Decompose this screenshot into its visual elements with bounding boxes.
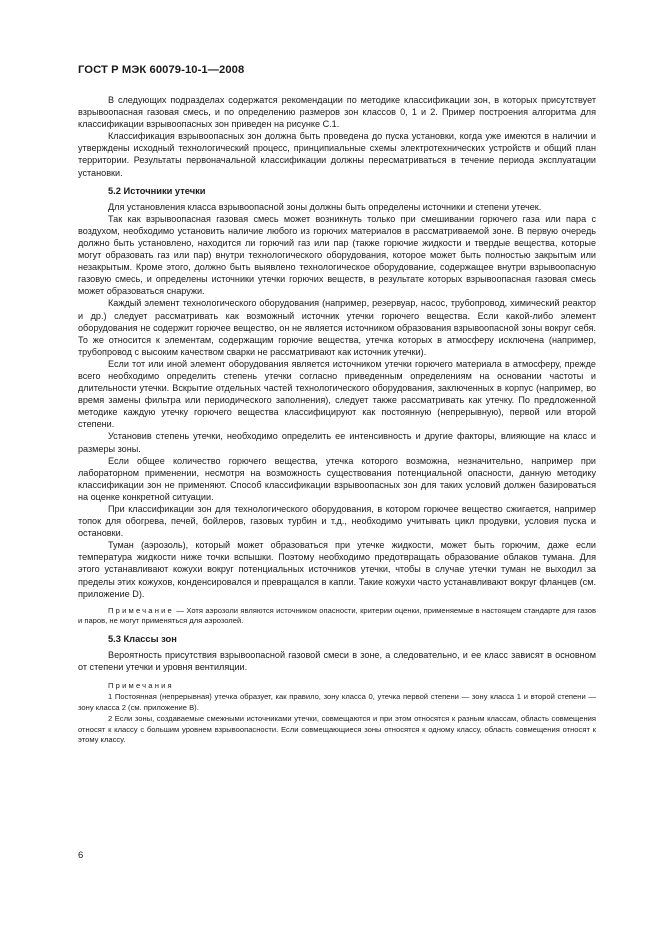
note-item-1: 1 Постоянная (непрерывная) утечка образует, как правило, зону класса 0, утечка первой степени — зону класса 1 и второй степени — зону класса 2 (см. приложение B). bbox=[78, 692, 596, 712]
section-5-2-paragraph-2: Так как взрывоопасная газовая смесь может возникнуть только при смешивании горючего газа или пара с воздухом, необходимо установить наличие любого из горючих материалов в рассматриваемой зоне. В первую очередь должно быть установлено, находится ли горючий газ или пар (также горючие жидкости и твердые вещества, которые могут образовать газ или пар) внутри технологического оборудования, которое может быть полностью закрытым или незакрытым. Кроме этого, должно быть выявлено технологическое оборудование, содержащее внутри взрывоопасную газовую смесь, и определены источники утечки горючих веществ, в результате которых взрывоопасная газовая смесь может образоваться снаружи. bbox=[78, 213, 596, 297]
paragraph-intro-2: Классификация взрывоопасных зон должна быть проведена до пуска установки, когда уже имеются в наличии и утверждены исходный технологический процесс, принципиальные схемы электротехнических устройств и общий план территории. Результаты первоначальной классификации должны пересматриваться в течение периода эксплуатации установки. bbox=[78, 131, 596, 178]
section-5-2-title: 5.2 Источники утечки bbox=[108, 185, 206, 196]
note-label: Примечание bbox=[108, 605, 174, 615]
section-5-2-paragraph-1: Для установления класса взрывоопасной зоны должны быть определены источники и степени утечек. bbox=[108, 201, 542, 212]
page-number: 6 bbox=[78, 850, 84, 861]
section-5-2-paragraph-5: Установив степень утечки, необходимо определить ее интенсивность и другие факторы, влияющие на класс и размеры зоны. bbox=[78, 431, 596, 454]
section-5-2-paragraph-8: Туман (аэрозоль), который может образоваться при утечке жидкости, может быть горючим, даже если температура жидкости ниже точки вспышки. Поэтому необходимо предотвращать образование облаков тумана. Для этого устанавливают кожухи вокруг потенциальных источников утечки, чтобы в случае утечки туман не выходил за пределы этих кожухов, конденсировался и превращался в капли. Такие кожухи часто устанавливают вокруг фланцев (см. приложение D). bbox=[78, 540, 596, 599]
section-5-2-paragraph-7: При классификации зон для технологического оборудования, в котором горючее вещество сжигается, например топок для обогрева, печей, бойлеров, газовых турбин и т.д., необходимо учитывать цикл продувки, условия пуска и остановки. bbox=[78, 504, 596, 539]
section-5-3-title: 5.3 Классы зон bbox=[108, 633, 177, 644]
paragraph-intro-1: В следующих подразделах содержатся рекомендации по методике классификации зон, в которых присутствует взрывоопасная газовая смесь, и по определению размеров зон классов 0, 1 и 2. Пример построения алгоритма для классификации взрывоопасных зон приведен на рисунке C.1. bbox=[78, 95, 596, 130]
document-header: ГОСТ Р МЭК 60079-10-1—2008 bbox=[78, 64, 245, 76]
section-5-2-paragraph-3: Каждый элемент технологического оборудования (например, резервуар, насос, трубопровод, химический реактор и др.) следует рассматривать как возможный источник утечки горючего вещества. Если какой-либо элемент оборудования не содержит горючее вещество, он не является источником образования взрывоопасной зоны вокруг себя. То же относится к элементам, содержащим горючие вещества, утечка которых в атмосферу исключена (например, трубопровод с высоким качеством сварки не рассматривают как источник утечки). bbox=[78, 298, 596, 357]
section-5-2-paragraph-4: Если тот или иной элемент оборудования является источником утечки горючего материала в атмосферу, прежде всего необходимо определить степень утечки согласно приведенным определениям на основании частоты и длительности утечки. Вскрытие отдельных частей технологического оборудования, заключенных в корпус (например, во время замены фильтра или периодического заполнения), следует также рассматривать как утечку. По предложенной методике каждую утечку горючего вещества классифицируют как постоянную (непрерывную), первой или второй степени. bbox=[78, 358, 596, 430]
note-item-2: 2 Если зоны, создаваемые смежными источниками утечки, совмещаются и при этом относятся к разным классам, область совмещения относят к классу с большим уровнем взрывоопасности. Если совмещающиеся зоны относятся к одному классу, область совмещения относят к этому классу. bbox=[78, 714, 596, 745]
section-5-2-note bbox=[78, 606, 596, 627]
document-page bbox=[78, 64, 596, 746]
notes-title: Примечания bbox=[108, 680, 174, 690]
section-5-2-paragraph-6: Если общее количество горючего вещества, утечка которого возможна, незначительно, например при лабораторном применении, несмотря на возможность существования потенциальной опасности, данную методику классификации зон не применяют. Способ классификации взрывоопасных зон для таких условий должен базироваться на оценке конкретной ситуации. bbox=[78, 455, 596, 502]
note-text: — Хотя аэрозоли являются источником опасности, критерии оценки, применяемые в настоящем стандарте для газов и паров, не могут применяться для аэрозолей. bbox=[78, 605, 596, 626]
section-5-3-paragraph-1: Вероятность присутствия взрывоопасной газовой смеси в зоне, а следовательно, и ее класс зависят в основном от степени утечки и уровня вентиляции. bbox=[78, 649, 596, 672]
